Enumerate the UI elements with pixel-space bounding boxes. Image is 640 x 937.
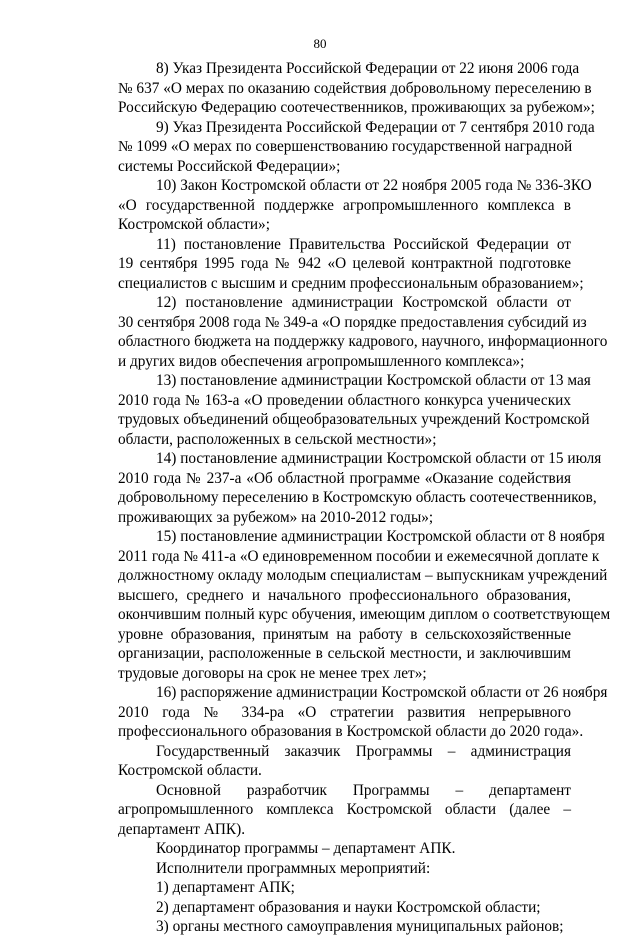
text-line: организации, расположенные в сельской местности, и заключившим xyxy=(118,645,571,662)
text-line: 30 сентября 2008 года № 349-а «О порядке предоставления субсидий из xyxy=(118,313,587,331)
text-line: Основной разработчик Программы – департамент xyxy=(156,781,571,799)
list-item-16 xyxy=(80,683,608,742)
list-item-15 xyxy=(80,527,611,683)
text-line: 1) департамент АПК; xyxy=(156,879,295,896)
text-line: проживающих за рубежом» на 2010-2012 годы»; xyxy=(118,508,434,526)
text-line: и других видов обеспечения агропромышленного комплекса»; xyxy=(118,352,525,370)
text-line: Государственный заказчик Программы – администрация xyxy=(156,742,571,760)
text-line: № 1099 «О мерах по совершенствованию государственной наградной xyxy=(118,138,573,155)
coordinator-paragraph xyxy=(80,839,571,859)
text-line: 2) департамент образования и науки Костромской области; xyxy=(156,898,541,916)
text-line: системы Российской Федерации»; xyxy=(118,157,341,175)
text-line: 2010 года № 334-ра «О стратегии развития непрерывного xyxy=(118,703,571,721)
text-line: № 637 «О мерах по оказанию содействия добровольному переселению в xyxy=(118,79,592,97)
text-line: должностному окладу молодым специалистам – выпускникам учреждений xyxy=(118,567,608,584)
text-line: 2011 года № 411-а «О единовременном пособии и ежемесячной доплате к xyxy=(118,547,600,565)
executors-heading xyxy=(80,859,571,879)
text-line: трудовые договоры на срок не менее трех лет»; xyxy=(118,664,427,682)
text-line: Костромской области. xyxy=(118,762,262,779)
list-item-14 xyxy=(80,449,602,527)
list-item-11 xyxy=(80,235,584,294)
page-number: 80 xyxy=(313,36,327,51)
text-line: 10) Закон Костромской области от 22 ноября 2005 года № 336-ЗКО xyxy=(156,177,592,194)
text-line: окончившим полный курс обучения, имеющим диплом о соответствующем xyxy=(118,606,611,623)
text-line: Костромской области»; xyxy=(118,216,270,233)
text-line: специалистов с высшим и средним профессиональным образованием»; xyxy=(118,274,584,292)
text-line: 11) постановление Правительства Российской Федерации от xyxy=(156,235,571,253)
main-developer-paragraph xyxy=(80,781,571,840)
document-body xyxy=(80,59,611,937)
list-item-13 xyxy=(80,371,591,449)
list-item-12 xyxy=(80,293,608,371)
text-line: добровольному переселению в Костромскую область соотечественников, xyxy=(118,489,597,506)
text-line: 2010 года № 237-а «Об областной программе «Оказание содействия xyxy=(118,469,571,487)
executor-item-1 xyxy=(80,878,571,898)
text-line: агропромышленного комплекса Костромской области (далее – xyxy=(118,801,571,818)
executor-item-3 xyxy=(80,917,571,937)
text-line: 8) Указ Президента Российской Федерации от 22 июня 2006 года xyxy=(156,60,580,77)
list-item-9 xyxy=(80,118,595,177)
list-item-10 xyxy=(80,176,592,235)
text-line: 14) постановление администрации Костромской области от 15 июля xyxy=(156,450,602,467)
text-line: 3) органы местного самоуправления муниципальных районов; xyxy=(156,918,564,935)
text-line: трудовых объединений общеобразовательных учреждений Костромской xyxy=(118,411,590,428)
text-line: Координатор программы – департамент АПК. xyxy=(156,840,456,857)
text-line: 9) Указ Президента Российской Федерации от 7 сентября 2010 года xyxy=(156,118,595,136)
text-line: высшего, среднего и начального профессионального образования, xyxy=(118,586,571,604)
text-line: 2010 года № 163-а «О проведении областного конкурса ученических xyxy=(118,391,571,409)
text-line: департамент АПК). xyxy=(118,820,246,838)
text-line: профессионального образования в Костромской области до 2020 года». xyxy=(118,723,584,740)
state-customer-paragraph xyxy=(80,742,571,781)
text-line: «О государственной поддержке агропромышленного комплекса в xyxy=(118,196,571,214)
text-line: 19 сентября 1995 года № 942 «О целевой контрактной подготовке xyxy=(118,255,571,272)
text-line: 12) постановление администрации Костромской области от xyxy=(156,294,571,311)
text-line: уровне образования, принятым на работу в сельскохозяйственные xyxy=(118,625,571,643)
text-line: 13) постановление администрации Костромской области от 13 мая xyxy=(156,372,591,389)
text-line: Исполнители программных мероприятий: xyxy=(156,859,431,877)
text-line: области, расположенных в сельской местности»; xyxy=(118,430,437,448)
text-line: 15) постановление администрации Костромской области от 8 ноября xyxy=(156,528,605,545)
text-line: 16) распоряжение администрации Костромской области от 26 ноября xyxy=(156,684,608,701)
text-line: областного бюджета на поддержку кадрового, научного, информационного xyxy=(118,333,608,350)
executor-item-2 xyxy=(80,898,571,918)
text-line: Российскую Федерацию соотечественников, проживающих за рубежом»; xyxy=(118,99,595,116)
list-item-8 xyxy=(80,59,595,118)
